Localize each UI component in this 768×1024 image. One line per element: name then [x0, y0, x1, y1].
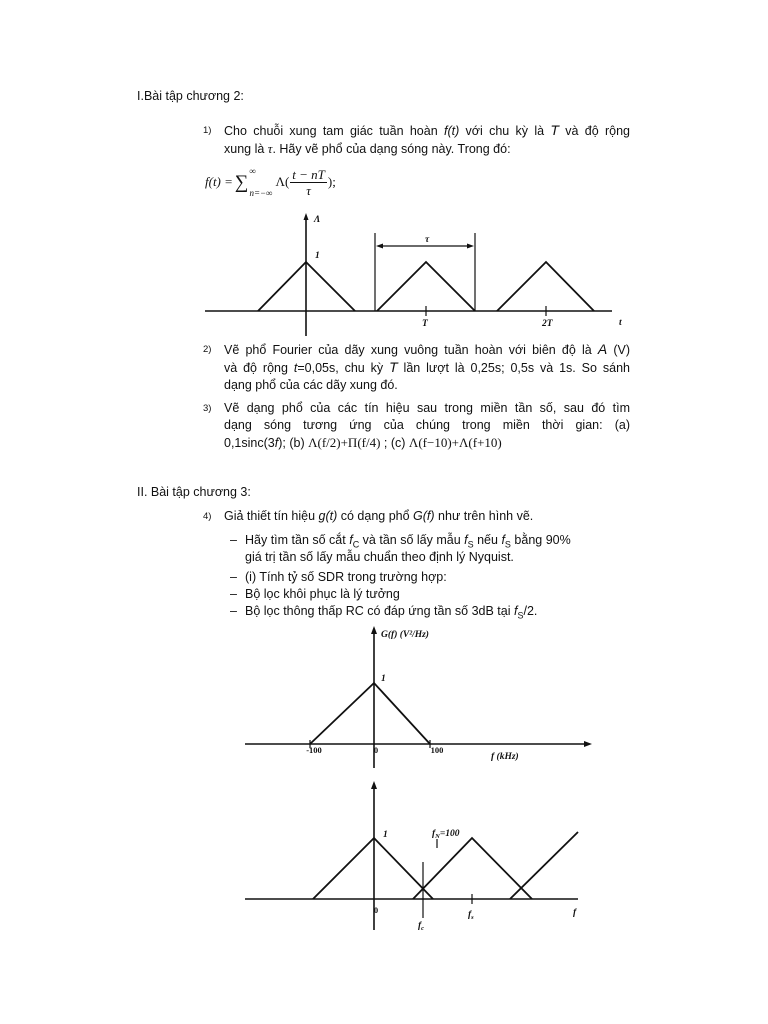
period-symbol: T	[389, 359, 398, 375]
figure-1-triangle-pulse-train	[0, 205, 768, 340]
list-item	[245, 586, 617, 603]
math-expression-b: Λ(f/2)+Π(f/4)	[308, 435, 381, 450]
tick-neg-100-label: -100	[306, 745, 322, 755]
question-2-text	[224, 341, 630, 394]
question-1-line-2	[224, 140, 630, 158]
cutoff-base: f	[418, 921, 422, 931]
text-segment: (i) Tính tỷ số SDR trong trường hợp:	[245, 570, 447, 584]
text-segment: ; (c)	[380, 436, 409, 450]
amplitude-symbol: A	[597, 341, 608, 357]
question-2-line-1	[224, 341, 630, 359]
list-item-line-1	[245, 603, 617, 620]
frequency-symbol: f	[513, 604, 518, 618]
question-2-line-3	[224, 377, 630, 394]
text-segment: =0,05s, chu kỳ	[297, 361, 390, 375]
question-1-line-1	[224, 122, 630, 140]
text-segment: có dạng phổ	[337, 509, 414, 523]
x-axis-arrow-head	[584, 741, 592, 747]
frequency-symbol: f	[349, 533, 353, 547]
sum-limits	[249, 166, 272, 198]
peak-label: 1	[381, 674, 386, 684]
triangle-pulse-1	[377, 262, 475, 311]
tick-100-label: 100	[430, 745, 444, 755]
list-item-line-1	[245, 532, 617, 549]
text-segment: . Hãy vẽ phổ của dạng sóng này. Trong đó:	[272, 142, 511, 156]
text-segment: lần lượt là 0,25s; 0,5s và 1s. So sánh	[397, 361, 630, 375]
question-4-text	[224, 508, 630, 525]
question-4-line-1	[224, 508, 630, 525]
triangle-pulse-2	[497, 262, 594, 311]
list-item-line-1	[245, 586, 617, 603]
formula	[205, 164, 336, 200]
text-segment: Hãy tìm tần số cắt	[245, 533, 350, 547]
frequency-symbol: f	[274, 436, 279, 450]
figure-3-sampled-spectrum	[0, 778, 768, 936]
subscript: S	[467, 539, 474, 550]
text-segment: như trên hình vẽ.	[434, 509, 534, 523]
y-axis-label: Λ	[314, 215, 321, 225]
text-segment: (V)	[607, 343, 631, 357]
sampling-base: f	[468, 910, 472, 920]
subscript: S	[517, 610, 524, 621]
tick-2T-label: 2T	[542, 319, 553, 329]
formula-close: );	[327, 174, 336, 189]
y-axis-label: G(f) (V²/Hz)	[381, 630, 429, 640]
sampling-frequency-label	[468, 910, 474, 921]
section-2-heading: II. Bài tập chương 3:	[137, 485, 251, 499]
width-symbol: t	[293, 361, 298, 375]
text-segment: và độ rộng	[558, 124, 630, 138]
question-3-line-1	[224, 400, 630, 417]
period-symbol: T	[550, 122, 559, 138]
fraction-numerator: t − nT	[292, 166, 325, 182]
y-axis-arrow-head	[304, 213, 309, 220]
question-1-number: 1)	[203, 125, 212, 136]
peak-label: 1	[315, 251, 320, 261]
text-segment: với chu kỳ là	[459, 124, 551, 138]
tau-symbol: τ	[267, 141, 273, 156]
subscript: C	[352, 539, 360, 550]
list-bullet: –	[230, 533, 237, 547]
text-segment: giá trị tần số lấy mẫu chuẩn theo định lý Nyquist.	[245, 550, 514, 564]
text-segment: Cho chuỗi xung tam giác tuần hoàn	[224, 124, 444, 138]
x-axis-label: f (kHz)	[491, 752, 519, 762]
list-item-line-1	[245, 569, 617, 586]
question-3-line-3	[224, 434, 630, 452]
section-1-heading: I.Bài tập chương 2:	[137, 89, 244, 103]
question-2-number: 2)	[203, 344, 212, 355]
text-segment: xung là	[224, 142, 268, 156]
spectrum-symbol: G(f)	[413, 509, 435, 523]
list-item	[245, 569, 617, 586]
origin-label: 0	[373, 905, 379, 915]
replica-spectrum-2fs	[510, 832, 578, 899]
list-bullet: –	[230, 570, 237, 584]
list-bullet: –	[230, 587, 237, 601]
nyquist-subscript: N	[435, 833, 440, 840]
nyquist-label	[432, 829, 460, 840]
width-arrow-right-head	[467, 244, 474, 249]
sum-upper-limit: ∞	[249, 166, 256, 176]
origin-label: 0	[373, 745, 379, 755]
list-item	[245, 532, 617, 566]
sampling-subscript: s	[471, 914, 474, 921]
peak-label: 1	[383, 830, 388, 840]
triangle-function-open: Λ(	[275, 174, 290, 189]
text-segment: 0,1sinc(3	[224, 436, 275, 450]
x-axis-label: t	[619, 318, 622, 328]
list-bullet: –	[230, 604, 237, 618]
replica-spectrum-fs	[413, 838, 532, 899]
triangle-spectrum	[310, 683, 430, 744]
text-segment: Vẽ phổ Fourier của dãy xung vuông tuần hoàn với biên độ là	[224, 343, 598, 357]
text-segment: dạng sóng tương ứng của chúng trong miền thời gian: (a)	[224, 418, 630, 432]
figure-2-spectrum	[0, 622, 768, 772]
width-arrow-left-head	[376, 244, 383, 249]
tick-T-label: T	[422, 319, 428, 329]
list-item	[245, 603, 617, 620]
math-expression-c: Λ(f−10)+Λ(f+10)	[408, 435, 502, 450]
list-item-line-2	[245, 549, 617, 566]
cutoff-label	[418, 921, 424, 932]
fraction-denominator: τ	[306, 182, 311, 198]
nyquist-value: =100	[439, 829, 460, 839]
cutoff-subscript: c	[421, 925, 425, 932]
baseband-spectrum	[313, 838, 433, 899]
text-segment: Vẽ dạng phổ của các tín hiệu sau trong miền tần số, sau đó tìm	[224, 401, 630, 415]
frequency-symbol: f	[464, 533, 468, 547]
question-2-line-2	[224, 359, 630, 377]
question-3-number: 3)	[203, 403, 212, 414]
text-segment: Bộ lọc thông thấp RC có đáp ứng tần số 3dB tại	[245, 604, 514, 618]
y-axis-arrow-head	[371, 626, 377, 634]
y-axis-arrow-head	[371, 781, 377, 789]
formula-lhs: f(t) =	[205, 174, 233, 189]
text-segment: và độ rộng	[224, 361, 294, 375]
text-segment: Bộ lọc khôi phục là lý tưởng	[245, 587, 400, 601]
width-label: τ	[425, 235, 430, 245]
text-segment: bằng 90%	[510, 533, 571, 547]
text-segment: Giả thiết tín hiệu	[224, 509, 319, 523]
sum-lower-limit: n=−∞	[249, 188, 273, 198]
question-3-line-2	[224, 417, 630, 434]
question-4-number: 4)	[203, 511, 212, 522]
text-segment: ); (b)	[278, 436, 309, 450]
function-symbol: f(t)	[443, 124, 460, 138]
text-segment: nếu	[473, 533, 502, 547]
x-axis-label: f	[573, 908, 577, 918]
text-segment: dạng phổ của các dãy xung đó.	[224, 378, 398, 392]
text-segment: /2.	[523, 604, 538, 618]
question-3-text	[224, 400, 630, 452]
nyquist-base: f	[432, 829, 436, 839]
sum-symbol: ∑	[234, 171, 249, 193]
formula-fraction	[290, 167, 327, 198]
frequency-symbol: f	[501, 533, 505, 547]
subscript: S	[504, 539, 511, 550]
question-1-text	[224, 122, 630, 158]
signal-symbol: g(t)	[318, 509, 338, 523]
text-segment: và tần số lấy mẫu	[359, 533, 465, 547]
